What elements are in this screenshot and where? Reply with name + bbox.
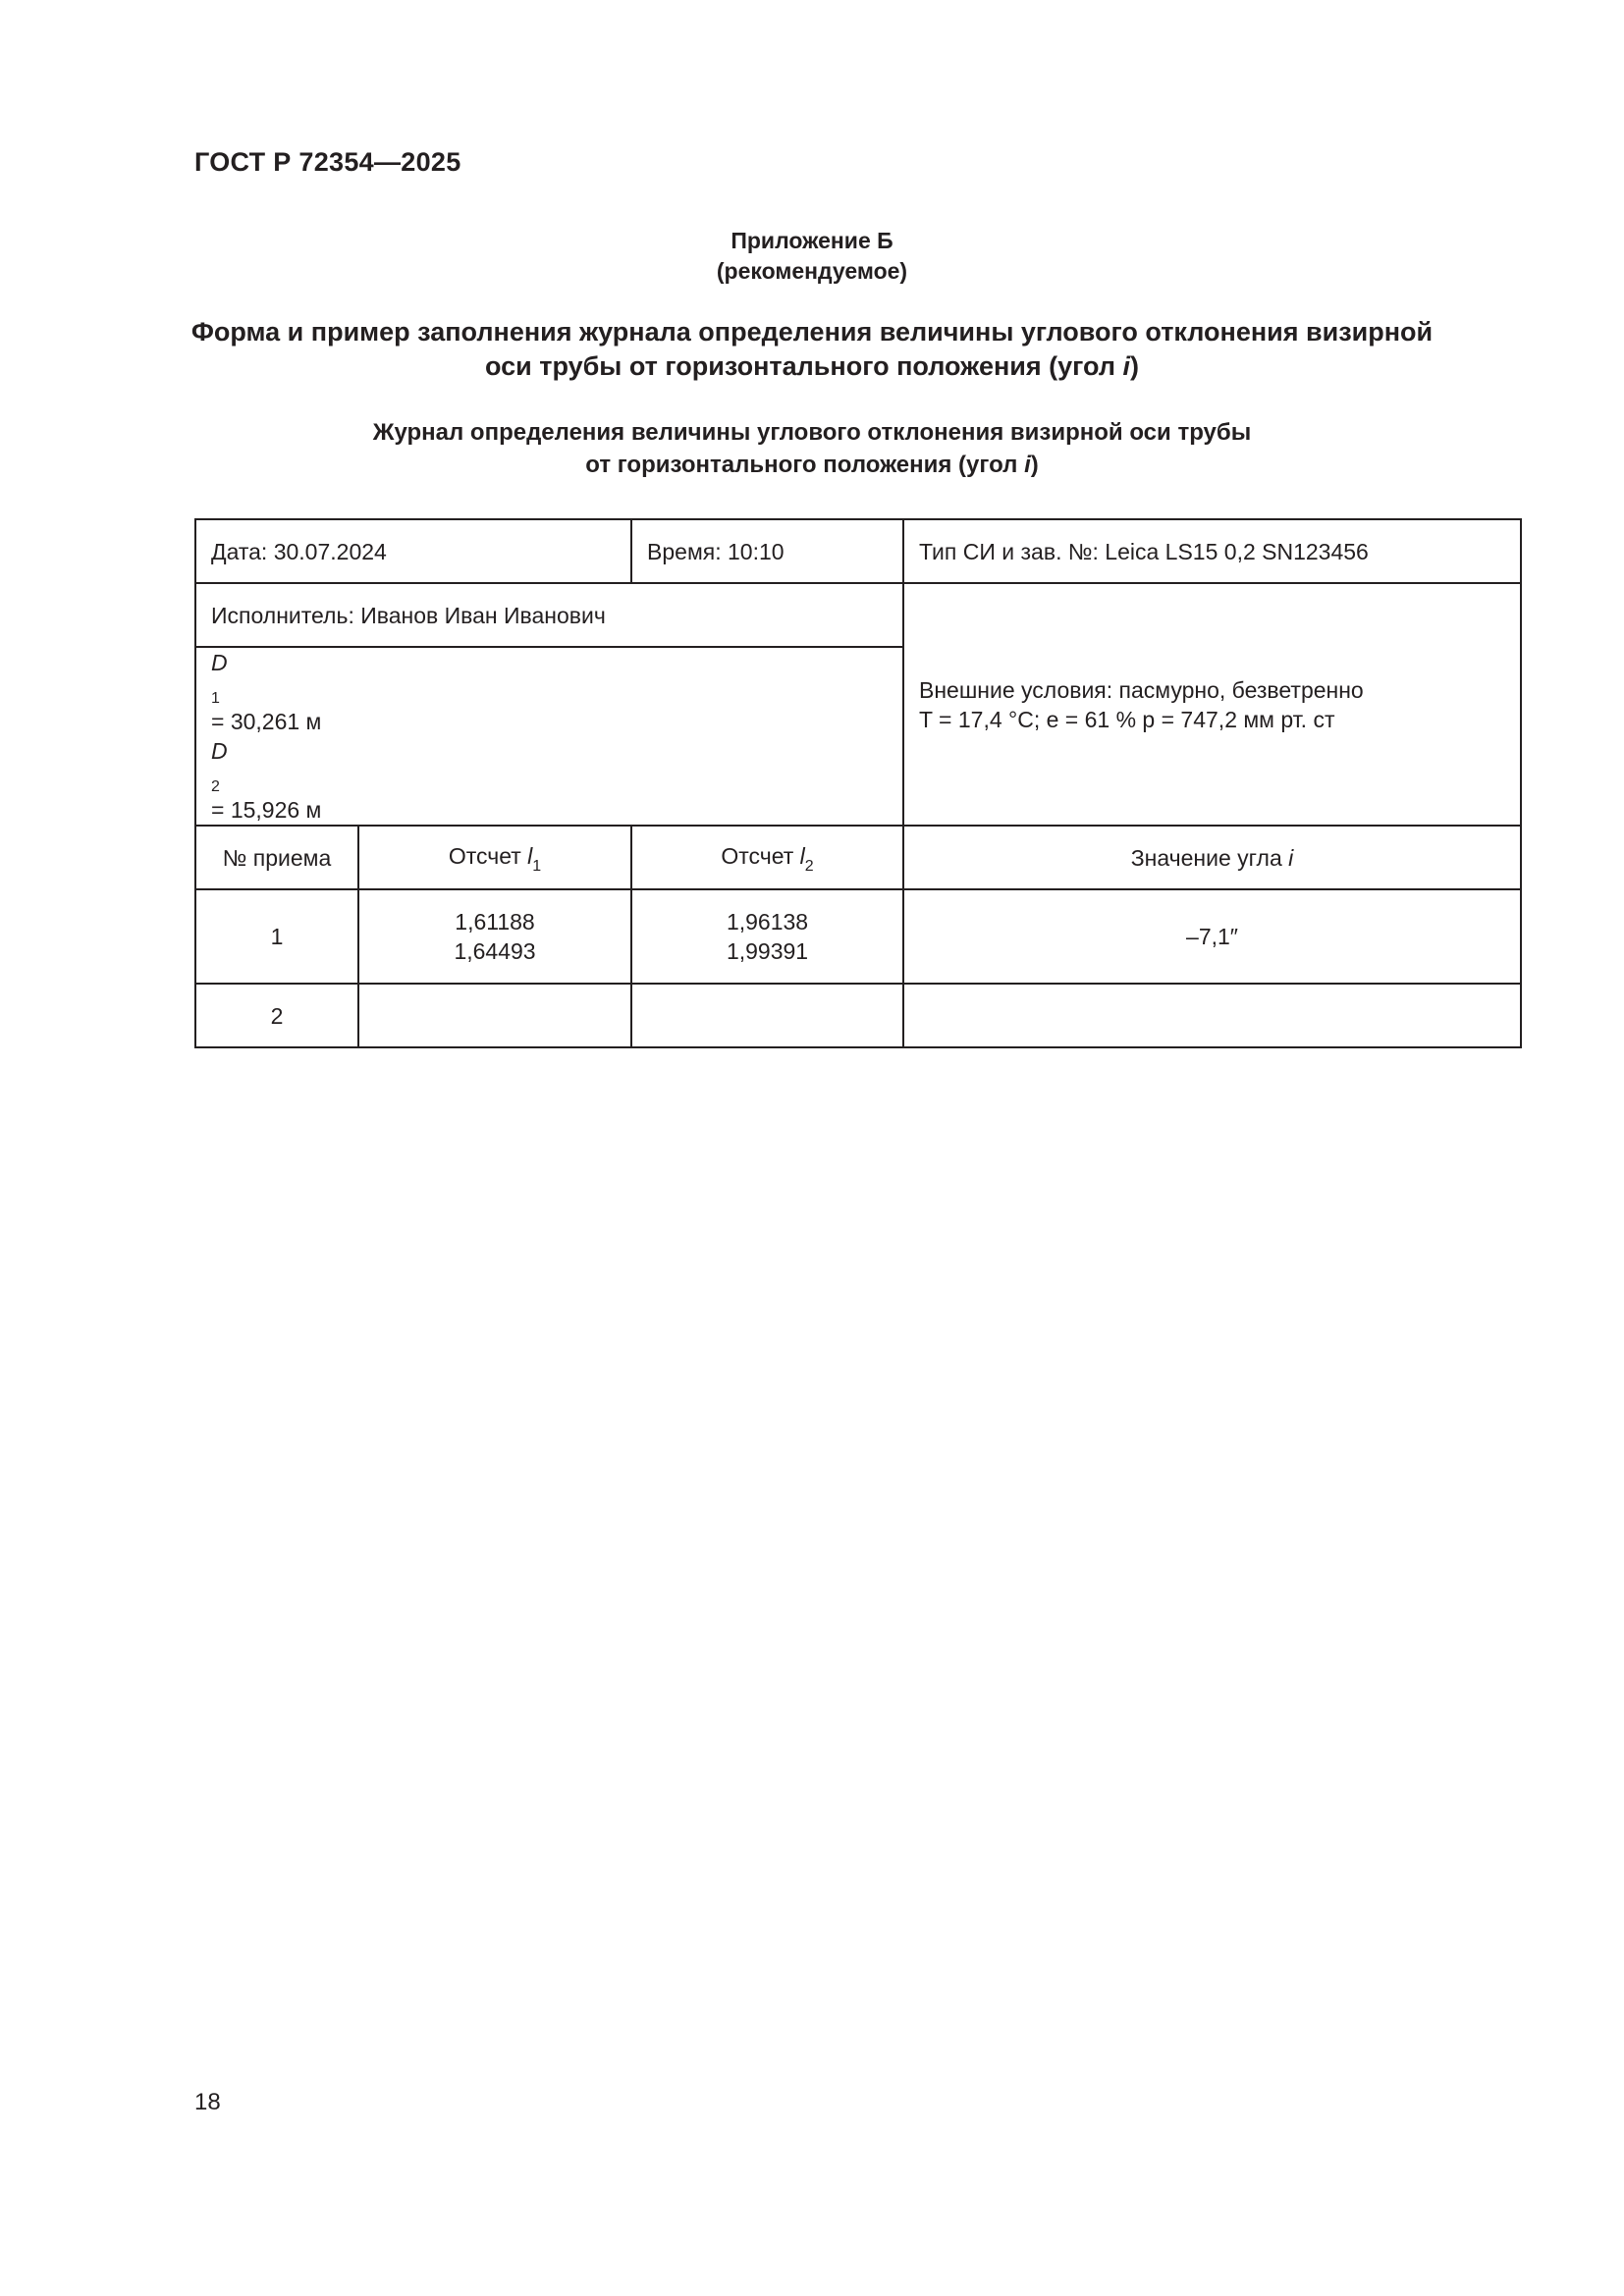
- reception-number: 1: [195, 889, 358, 984]
- angle-symbol: i: [1024, 452, 1031, 478]
- angle-symbol: i: [1122, 351, 1131, 381]
- reception-number: 2: [195, 984, 358, 1047]
- angle-symbol: i: [1288, 844, 1294, 871]
- conditions-line1: Внешние условия: пасмурно, безветренно: [919, 676, 1364, 703]
- form-title: [0, 315, 1624, 384]
- reading-index: 2: [804, 857, 814, 875]
- table-row-executor: [195, 583, 1521, 647]
- executor-cell: Исполнитель: Иванов Иван Иванович: [195, 583, 903, 647]
- column-header-reading1: [358, 826, 631, 889]
- column-header-reception: № приема: [195, 826, 358, 889]
- journal-title-line2: [0, 449, 1624, 481]
- distance-d1: [211, 648, 888, 736]
- page-number: 18: [194, 2089, 221, 2115]
- journal-table: [194, 518, 1522, 1048]
- table-row: [195, 889, 1521, 984]
- reading-value: 1,96138: [726, 909, 809, 934]
- distance-symbol: D: [211, 650, 228, 675]
- distance-index: 1: [211, 690, 220, 707]
- column-header-reading2: [631, 826, 903, 889]
- reading-value: 1,64493: [454, 938, 536, 964]
- journal-title: [0, 416, 1624, 481]
- reading-value: 1,61188: [455, 909, 535, 934]
- journal-title-line2-suffix: ): [1030, 452, 1039, 478]
- form-title-line2: [0, 349, 1624, 384]
- distance-symbol: D: [211, 738, 228, 764]
- column-header-angle: [903, 826, 1521, 889]
- table-row-header-info: [195, 519, 1521, 583]
- date-cell: Дата: 30.07.2024: [195, 519, 631, 583]
- distance-value: = 15,926 м: [211, 797, 322, 823]
- form-title-line2-suffix: ): [1130, 351, 1140, 381]
- conditions-cell: [903, 583, 1521, 826]
- reading-index: 1: [532, 857, 542, 875]
- reading-symbol: l: [527, 842, 533, 869]
- reading-label: Отсчет: [721, 842, 800, 869]
- form-title-line2-prefix: оси трубы от горизонтального положения (угол: [484, 351, 1123, 381]
- form-title-line1: Форма и пример заполнения журнала определения величины углового отклонения визирной: [190, 317, 1434, 347]
- distance-value: = 30,261 м: [211, 709, 322, 734]
- reading-value: 1,99391: [726, 938, 809, 964]
- conditions-line2: T = 17,4 °С; e = 61 % p = 747,2 мм рт. ст: [919, 706, 1335, 732]
- journal-title-line1: Журнал определения величины углового отклонения визирной оси трубы: [372, 419, 1252, 446]
- reading1-values: [358, 889, 631, 984]
- angle-value: –7,1″: [903, 889, 1521, 984]
- annex-title: Приложение Б: [731, 228, 893, 253]
- distance-d2: [211, 736, 888, 825]
- distances-cell: [195, 647, 903, 826]
- reading-label: Отсчет: [448, 842, 528, 869]
- distance-index: 2: [211, 778, 220, 795]
- instrument-cell: Тип СИ и зав. №: Leica LS15 0,2 SN123456: [903, 519, 1521, 583]
- standard-designation: ГОСТ Р 72354—2025: [194, 147, 461, 177]
- table-row: [195, 984, 1521, 1047]
- angle-label: Значение угла: [1130, 844, 1289, 871]
- annex-status: (рекомендуемое): [716, 258, 908, 284]
- reading1-values: [358, 984, 631, 1047]
- time-cell: Время: 10:10: [631, 519, 903, 583]
- table-column-headers: [195, 826, 1521, 889]
- journal-title-line2-prefix: от горизонтального положения (угол: [585, 452, 1025, 478]
- reading2-values: [631, 984, 903, 1047]
- reading2-values: [631, 889, 903, 984]
- reading-symbol: l: [799, 842, 805, 869]
- angle-value: [903, 984, 1521, 1047]
